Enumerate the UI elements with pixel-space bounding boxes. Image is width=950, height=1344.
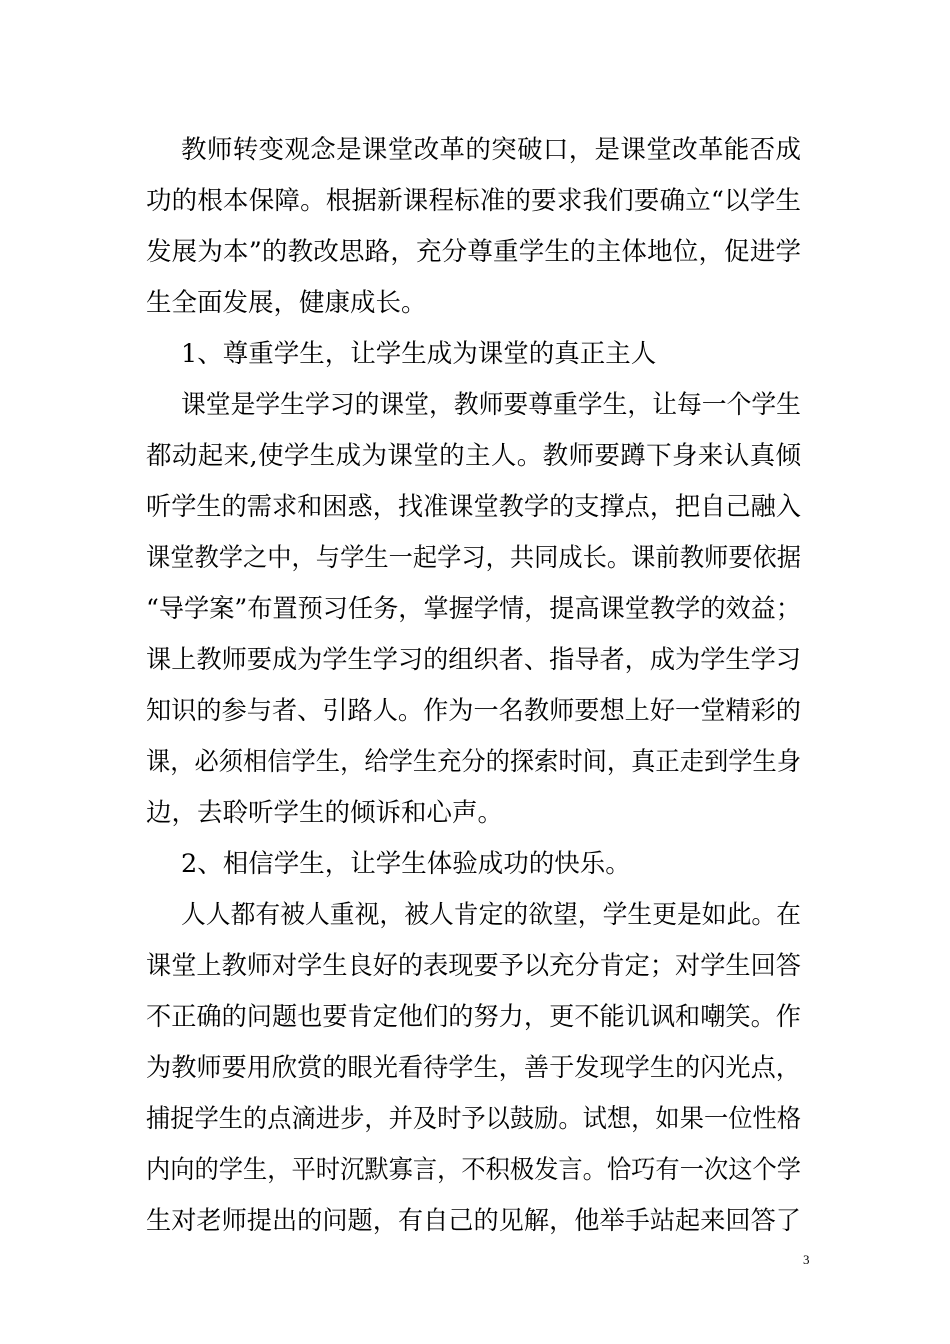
paragraph-line: 生对老师提出的问题，有自己的见解，他举手站起来回答了: [146, 1206, 801, 1236]
paragraph-line: 课堂是学生学习的课堂，教师要尊重学生，让每一个学生: [181, 390, 801, 420]
paragraph-line: 课上教师要成为学生学习的组织者、指导者，成为学生学习: [146, 645, 801, 675]
paragraph-line: 不正确的问题也要肯定他们的努力，更不能讥讽和嘲笑。作: [146, 1002, 801, 1032]
paragraph-line: 生全面发展，健康成长。: [146, 288, 427, 318]
paragraph-line: 都动起来,使学生成为课堂的主人。教师要蹲下身来认真倾: [146, 441, 802, 471]
page-number: 3: [803, 1252, 810, 1267]
paragraph-line: 听学生的需求和困惑，找准课堂教学的支撑点，把自己融入: [146, 492, 801, 522]
paragraph-line: 课堂上教师对学生良好的表现要予以充分肯定；对学生回答: [146, 951, 801, 981]
paragraph-line: 教师转变观念是课堂改革的突破口，是课堂改革能否成: [181, 135, 802, 165]
section-heading: 2、相信学生，让学生体验成功的快乐。: [181, 849, 631, 879]
paragraph-line: 边，去聆听学生的倾诉和心声。: [146, 798, 504, 828]
paragraph-line: 课，必须相信学生，给学生充分的探索时间，真正走到学生身: [146, 747, 801, 777]
paragraph-line: 发展为本”的教改思路，充分尊重学生的主体地位，促进学: [146, 237, 802, 267]
paragraph-line: 知识的参与者、引路人。作为一名教师要想上好一堂精彩的: [146, 696, 801, 726]
paragraph-line: “导学案”布置预习任务，掌握学情，提高课堂教学的效益；: [146, 594, 801, 624]
paragraph-line: 课堂教学之中，与学生一起学习，共同成长。课前教师要依据: [146, 543, 801, 573]
section-heading: 1、尊重学生，让学生成为课堂的真正主人: [181, 339, 657, 369]
paragraph-line: 为教师要用欣赏的眼光看待学生，善于发现学生的闪光点，: [146, 1053, 801, 1083]
paragraph-line: 人人都有被人重视，被人肯定的欲望，学生更是如此。在: [181, 900, 801, 930]
paragraph-line: 内向的学生，平时沉默寡言，不积极发言。恰巧有一次这个学: [146, 1155, 801, 1185]
paragraph-line: 功的根本保障。根据新课程标准的要求我们要确立“以学生: [146, 186, 802, 216]
paragraph-line: 捕捉学生的点滴进步，并及时予以鼓励。试想，如果一位性格: [146, 1104, 801, 1134]
